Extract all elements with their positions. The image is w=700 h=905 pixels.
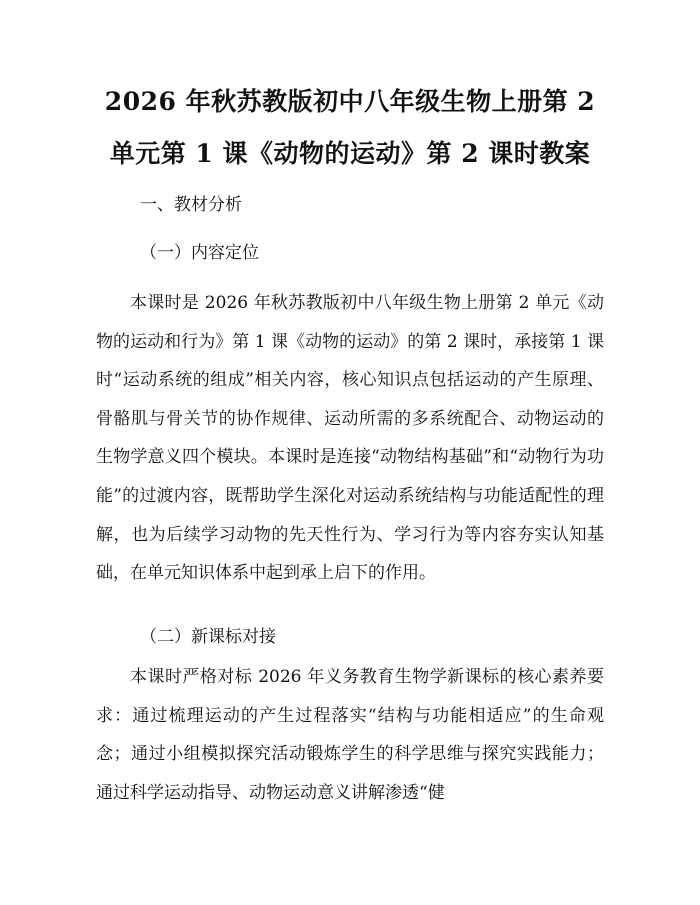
paragraph-content-positioning: 本课时是 2026 年秋苏教版初中八年级生物上册第 2 单元《动物的运动和行为》第 1 课《动物的运动》的第 2 课时，承接第 1 课时“运动系统的组成”相关内容，核心知识点包括运动的产生原理、骨骼肌与骨关节的协作规律、运动所需的多系统配合、动物运动的生物学意义四个模块。本课时是连接“动物结构基础”和“动物行为功能”的过渡内容，既帮助学生深化对运动系统结构与功能适配性的理解，也为后续学习动物的先天性行为、学习行为等内容夯实认知基础，在单元知识体系中起到承上启下的作用。	[96, 293, 604, 584]
paragraph-curriculum-alignment: 本课时严格对标 2026 年义务教育生物学新课标的核心素养要求：通过梳理运动的产生过程落实“结构与功能相适应”的生命观念；通过小组模拟探究活动锻炼学生的科学思维与探究实践能力；通过科学运动指导、动物运动意义讲解渗透“健	[96, 667, 604, 803]
subsection-heading-curriculum-alignment: （二）新课标对接	[140, 627, 276, 647]
document-title: 2026 年秋苏教版初中八年级生物上册第 2 单元第 1 课《动物的运动》第 2 课时教案	[104, 87, 596, 168]
section-heading-teaching-material-analysis: 一、教材分析	[140, 195, 242, 215]
subsection-heading-content-positioning: （一）内容定位	[140, 243, 259, 263]
